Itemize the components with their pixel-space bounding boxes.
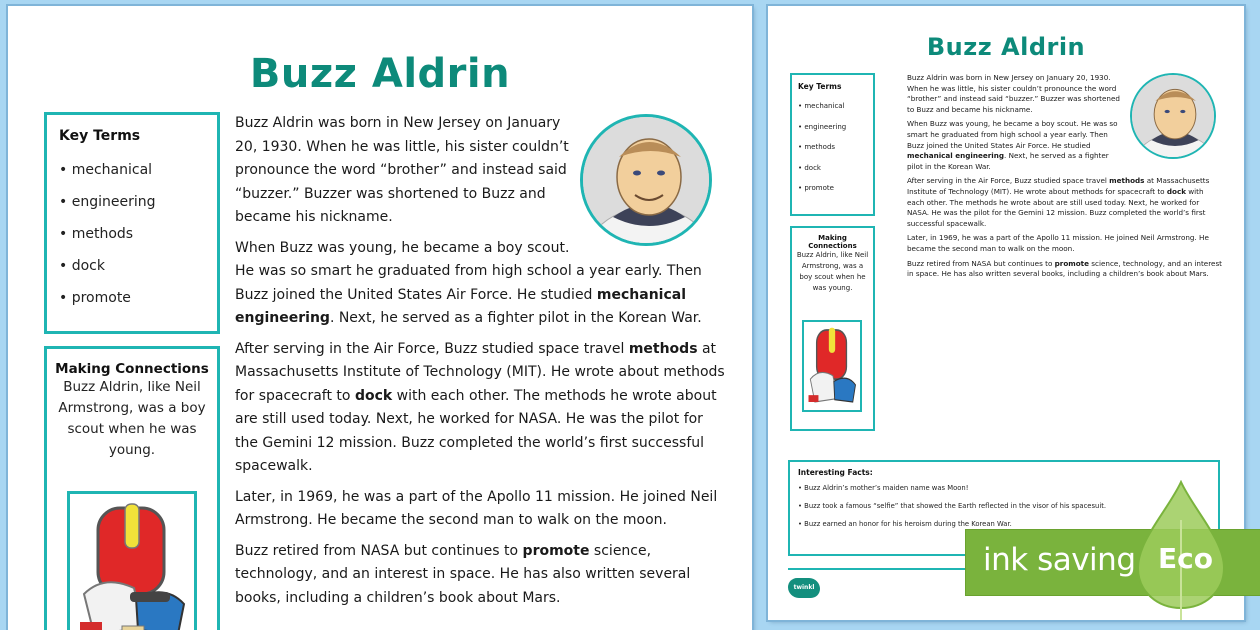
key-term: • methods [59, 218, 205, 250]
paragraph-mit: After serving in the Air Force, Buzz studied space travel methods at Massachusetts Institute of Technology (MIT). He wrote about methods for spacecraft to dock with each other. The methods he wrote about are still used today. Next, he worked for NASA. He was the pilot for the Gemini 12 mission. Buzz completed the world’s first successful spacewalk. [907, 176, 1210, 228]
paragraph-early-life: When Buzz was young, he became a boy scout. He was so smart he graduated from high school a year early. Then Buzz joined the United States Air Force. He studied mechanical engineering. Next, he served as a fighter pilot in the Korean War. [235, 239, 702, 326]
key-terms-box [790, 73, 875, 216]
twinkl-logo-icon: twinkl [788, 578, 820, 598]
page-title: Buzz Aldrin [926, 33, 1086, 61]
making-connections-box [44, 346, 220, 630]
page-title: Buzz Aldrin [249, 51, 511, 97]
eco-label: Eco [1158, 542, 1213, 575]
biography-text [907, 73, 1222, 284]
key-term: • mechanical [59, 154, 205, 186]
key-term: • engineering [59, 186, 205, 218]
key-terms-heading: Key Terms [59, 128, 141, 144]
paragraph-birth: Buzz Aldrin was born in New Jersey on January 20, 1930. When he was little, his sister couldn’t pronounce the word “brother” and instead said “buzzer.” Buzzer was shortened to Buzz and became his nickname. [907, 73, 1120, 114]
paragraph-mit: After serving in the Air Force, Buzz studied space travel methods at Massachusetts Institute of Technology (MIT). He wrote about methods for spacecraft to dock with each other. The methods he wrote about are still used today. Next, he worked for NASA. He was the pilot for the Gemini 12 mission. Buzz completed the world’s first successful spacewalk. [235, 340, 725, 474]
making-connections-heading: Making Connections [55, 361, 209, 377]
paragraph-apollo: Later, in 1969, he was a part of the Apollo 11 mission. He joined Neil Armstrong. He became the second man to walk on the moon. [235, 488, 718, 528]
making-connections-text: Buzz Aldrin, like Neil Armstrong, was a boy scout when he was young. [796, 251, 869, 292]
backpack-icon [802, 320, 862, 412]
paragraph-apollo: Later, in 1969, he was a part of the Apollo 11 mission. He joined Neil Armstrong. He became the second man to walk on the moon. [907, 233, 1209, 253]
fact-item: • Buzz Aldrin’s mother’s maiden name was Moon! [798, 479, 1210, 497]
making-connections-heading: Making Connections [808, 234, 857, 250]
key-terms-list [798, 96, 867, 199]
key-terms-box [44, 112, 220, 334]
key-term: • dock [798, 158, 867, 179]
paragraph-birth: Buzz Aldrin was born in New Jersey on January 20, 1930. When he was little, his sister couldn’t pronounce the word “brother” and instead said “buzzer.” Buzzer was shortened to Buzz and became his nickname. [235, 115, 569, 225]
key-term: • promote [798, 178, 867, 199]
making-connections-text: Buzz Aldrin, like Neil Armstrong, was a boy scout when he was young. [58, 379, 206, 458]
key-term: • engineering [798, 117, 867, 138]
key-term: • mechanical [798, 96, 867, 117]
fact-item: • Buzz took a famous “selfie” that showed the Earth reflected in the visor of his spacesuit. [798, 497, 1210, 515]
key-term: • dock [59, 250, 205, 282]
key-term: • promote [59, 282, 205, 314]
paragraph-early-life: When Buzz was young, he became a boy scout. He was so smart he graduated from high school a year early. Then Buzz joined the United States Air Force. He studied mechanical engineering. Next, he served as a fighter pilot in the Korean War. [907, 119, 1118, 171]
key-term: • methods [798, 137, 867, 158]
making-connections-box [790, 226, 875, 431]
paragraph-retirement: Buzz retired from NASA but continues to promote science, technology, and an interest in space. He has also written several books, including a children’s book about Mars. [907, 258, 1223, 279]
paragraph-retirement: Buzz retired from NASA but continues to promote science, technology, and an interest in space. He has also written several books, including a children’s book about Mars. [235, 542, 691, 606]
ink-saving-label: ink saving [983, 542, 1136, 578]
worksheet-page-large [8, 6, 752, 630]
fact-item: • Buzz earned an honor for his heroism during the Korean War. [798, 515, 1210, 533]
biography-text [235, 112, 725, 617]
interesting-facts-heading: Interesting Facts: [798, 468, 873, 477]
key-terms-heading: Key Terms [798, 82, 842, 91]
key-terms-list [59, 154, 205, 314]
backpack-icon [67, 491, 197, 630]
